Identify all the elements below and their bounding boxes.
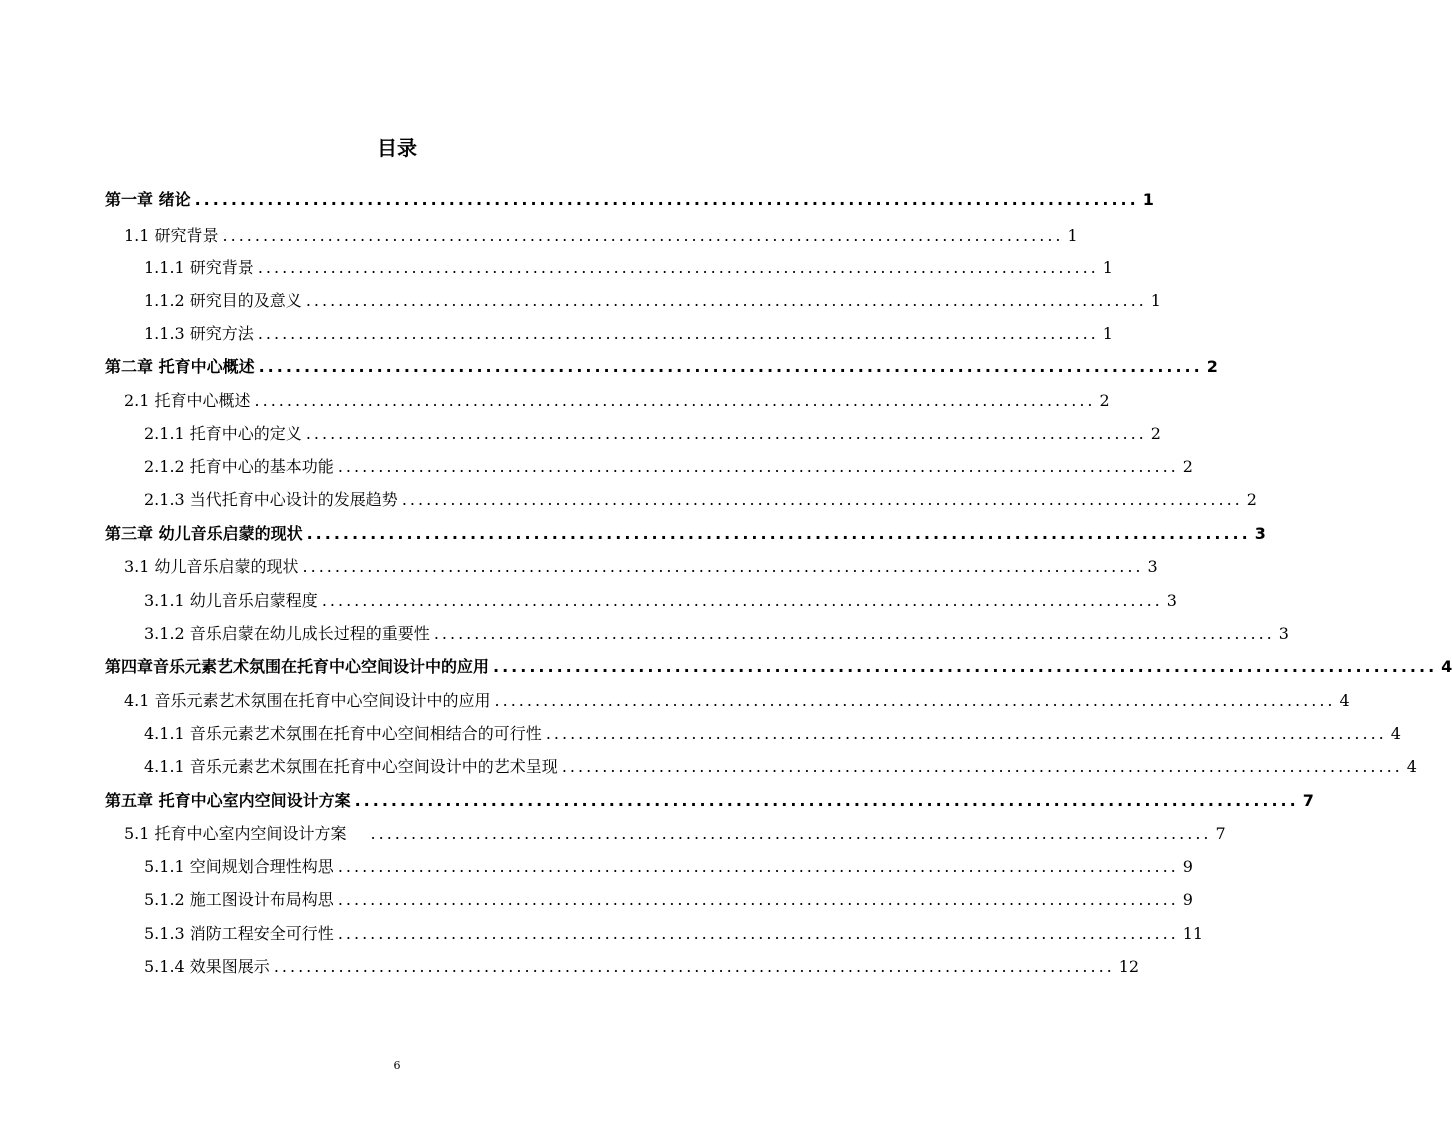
dot-leader: ........................................................................................................ (257, 258, 1099, 277)
dot-leader: ........................................................................................................ (545, 724, 1387, 743)
dot-leader: ........................................................................................................ (337, 857, 1179, 876)
dot-leader: ........................................................................................................ (321, 591, 1163, 610)
toc-entry-label: 4.1 音乐元素艺术氛围在托育中心空间设计中的应用 (124, 691, 491, 710)
toc-entry-label: 第三章 幼儿音乐启蒙的现状 (105, 524, 303, 543)
toc-entry-page: 1 (1102, 324, 1113, 343)
toc-entry-3-1[interactable] (124, 550, 1158, 583)
toc-entry-page: 1 (1067, 226, 1078, 245)
toc-entry-page: 3 (1254, 524, 1266, 543)
toc-entry-4-1-1[interactable] (144, 717, 1401, 750)
toc-entry-page: 1 (1142, 190, 1154, 209)
toc-entry-label: 1.1.2 研究目的及意义 (144, 291, 302, 310)
dot-leader: ........................................................................................................ (561, 757, 1403, 776)
dot-leader: ........................................................................................................ (370, 824, 1212, 843)
toc-entry-label: 3.1.1 幼儿音乐启蒙程度 (144, 591, 318, 610)
toc-entry-page: 2 (1206, 357, 1218, 376)
toc-entry-page: 4 (1339, 691, 1350, 710)
dot-leader: ........................................................................................................ (494, 691, 1336, 710)
toc-entry-label: 1.1 研究背景 (124, 226, 219, 245)
toc-entry-label: 4.1.1 音乐元素艺术氛围在托育中心空间相结合的可行性 (144, 724, 542, 743)
toc-entry-2-1-2[interactable] (144, 450, 1193, 483)
dot-leader: ........................................................................................................ (337, 457, 1179, 476)
dot-leader: ........................................................................................................ (273, 957, 1115, 976)
toc-entry-1-1-2[interactable] (144, 284, 1161, 317)
dot-leader: ........................................................................................................ (493, 657, 1438, 676)
dot-leader: ........................................................................................................ (194, 190, 1139, 209)
dot-leader: ........................................................................................................ (401, 490, 1243, 509)
toc-entry-label: 5.1.1 空间规划合理性构思 (144, 857, 334, 876)
dot-leader: ........................................................................................................ (337, 924, 1179, 943)
dot-leader: ........................................................................................................ (306, 524, 1251, 543)
toc-entry-page: 12 (1118, 957, 1140, 976)
toc-entry-label: 3.1.2 音乐启蒙在幼儿成长过程的重要性 (144, 624, 430, 643)
dot-leader: ........................................................................................................ (302, 557, 1144, 576)
toc-entry-page: 9 (1182, 857, 1193, 876)
toc-entry-page: 3 (1166, 591, 1177, 610)
toc-entry-3-1-2[interactable] (144, 617, 1289, 650)
toc-entry-label: 第五章 托育中心室内空间设计方案 (105, 791, 351, 810)
toc-entry-page: 3 (1147, 557, 1158, 576)
page-number: 6 (393, 1059, 401, 1072)
toc-entry-label: 1.1.1 研究背景 (144, 258, 254, 277)
dot-leader: ........................................................................................................ (337, 890, 1179, 909)
toc-entry-label: 2.1 托育中心概述 (124, 391, 251, 410)
toc-entry-page: 1 (1102, 258, 1113, 277)
toc-entry-5-1-2[interactable] (144, 883, 1193, 916)
toc-entry-chapter-5[interactable] (105, 784, 1314, 817)
toc-entry-5-1[interactable] (124, 817, 1226, 850)
toc-entry-page: 9 (1182, 890, 1193, 909)
toc-entry-label: 1.1.3 研究方法 (144, 324, 254, 343)
toc-entry-1-1-3[interactable] (144, 317, 1113, 350)
toc-entry-page: 4 (1406, 757, 1417, 776)
toc-entry-label: 4.1.1 音乐元素艺术氛围在托育中心空间设计中的艺术呈现 (144, 757, 558, 776)
toc-entry-chapter-3[interactable] (105, 517, 1266, 550)
toc-entry-2-1-1[interactable] (144, 417, 1161, 450)
toc-entry-label: 第一章 绪论 (105, 190, 191, 209)
toc-entry-label: 2.1.3 当代托育中心设计的发展趋势 (144, 490, 398, 509)
dot-leader: ........................................................................................................ (354, 791, 1299, 810)
dot-leader: ........................................................................................................ (222, 226, 1064, 245)
toc-entry-4-1[interactable] (124, 684, 1350, 717)
toc-entry-page: 7 (1215, 824, 1226, 843)
toc-entry-label: 5.1.4 效果图展示 (144, 957, 270, 976)
toc-entry-label: 第四章音乐元素艺术氛围在托育中心空间设计中的应用 (105, 657, 490, 676)
toc-entry-chapter-1[interactable] (105, 183, 1154, 216)
toc-entry-page: 11 (1182, 924, 1204, 943)
toc-entry-page: 4 (1390, 724, 1401, 743)
toc-entry-5-1-3[interactable] (144, 917, 1204, 950)
toc-entry-page: 4 (1441, 657, 1452, 676)
toc-entry-page: 2 (1099, 391, 1110, 410)
toc-entry-page: 2 (1182, 457, 1193, 476)
toc-entry-4-1-1-b[interactable] (144, 750, 1417, 783)
toc-entry-2-1-3[interactable] (144, 483, 1257, 516)
toc-entry-page: 1 (1150, 291, 1161, 310)
toc-entry-2-1[interactable] (124, 384, 1110, 417)
dot-leader: ........................................................................................................ (257, 324, 1099, 343)
toc-entry-chapter-4[interactable] (105, 650, 1452, 683)
toc-title: 目录 (377, 136, 417, 160)
toc-entry-page: 7 (1302, 791, 1314, 810)
toc-entry-label: 5.1 托育中心室内空间设计方案 (124, 824, 347, 843)
toc-entry-3-1-1[interactable] (144, 584, 1177, 617)
toc-entry-label: 2.1.2 托育中心的基本功能 (144, 457, 334, 476)
toc-entry-5-1-1[interactable] (144, 850, 1193, 883)
toc-entry-page: 2 (1246, 490, 1257, 509)
dot-leader: ........................................................................................................ (254, 391, 1096, 410)
toc-entry-1-1-1[interactable] (144, 251, 1113, 284)
toc-entry-label: 3.1 幼儿音乐启蒙的现状 (124, 557, 299, 576)
toc-entry-5-1-4[interactable] (144, 950, 1140, 983)
toc-entry-label: 第二章 托育中心概述 (105, 357, 255, 376)
toc-entry-page: 3 (1278, 624, 1289, 643)
dot-leader: ........................................................................................................ (305, 424, 1147, 443)
toc-entry-1-1[interactable] (124, 219, 1078, 252)
toc-entry-label: 2.1.1 托育中心的定义 (144, 424, 302, 443)
toc-entry-page: 2 (1150, 424, 1161, 443)
dot-leader: ........................................................................................................ (433, 624, 1275, 643)
dot-leader: ........................................................................................................ (258, 357, 1203, 376)
toc-entry-label: 5.1.2 施工图设计布局构思 (144, 890, 334, 909)
toc-entry-label: 5.1.3 消防工程安全可行性 (144, 924, 334, 943)
toc-entry-chapter-2[interactable] (105, 350, 1218, 383)
dot-leader: ........................................................................................................ (305, 291, 1147, 310)
